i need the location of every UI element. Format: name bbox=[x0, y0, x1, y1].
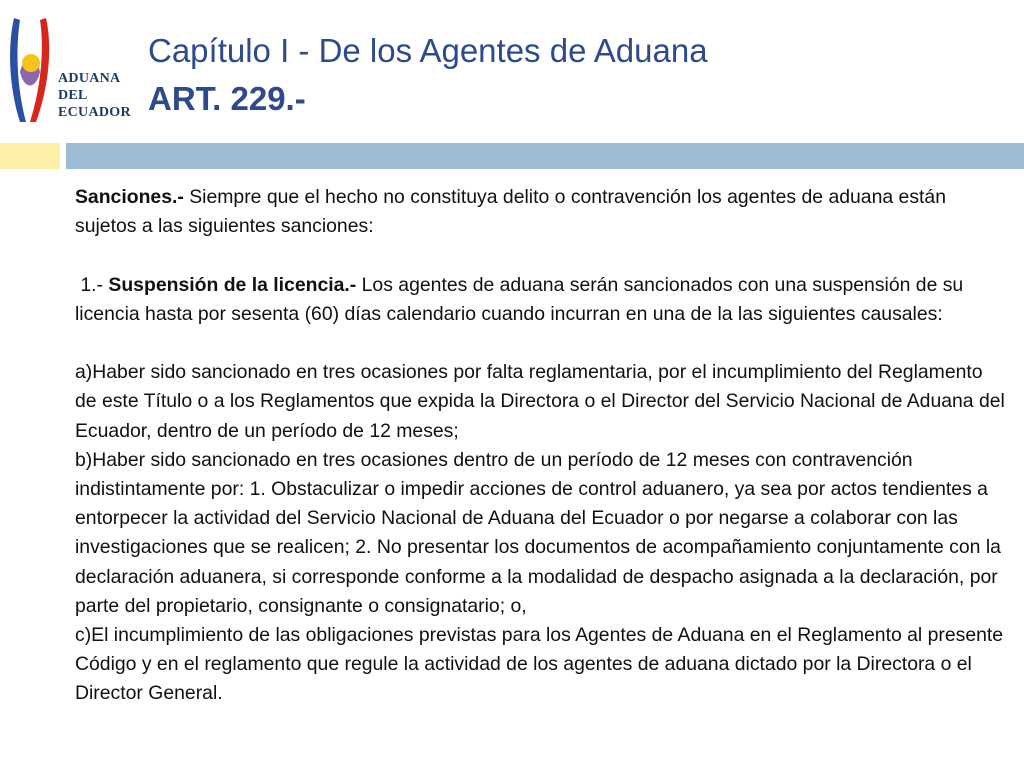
item-1-text: Los agentes de aduana serán sancionados con una suspensión de su licencia hasta por sesenta (60) días calendario cuando incurran en una de la las siguientes causales: bbox=[75, 273, 964, 325]
item-1-paragraph bbox=[75, 271, 1005, 329]
item-1-prefix: 1.- bbox=[75, 273, 109, 296]
item-c-paragraph: c)El incumplimiento de las obligaciones previstas para los Agentes de Aduana en el Reglamento al presente Código y en el reglamento que regule la actividad de los agentes de aduana dictado por la Directora o el Director General. bbox=[75, 624, 1004, 705]
paragraph-gap bbox=[75, 329, 1005, 358]
header-band-blue bbox=[66, 143, 1024, 169]
intro-label: Sanciones.- bbox=[75, 186, 184, 208]
intro-paragraph bbox=[75, 183, 1005, 241]
article-body bbox=[75, 183, 1005, 709]
logo-line-3: ECUADOR bbox=[58, 105, 131, 120]
intro-text: Siempre que el hecho no constituya delito o contravención los agentes de aduana están sujetos a las siguientes sanciones: bbox=[75, 186, 946, 238]
paragraph-gap bbox=[75, 241, 1005, 270]
aduana-logo bbox=[6, 14, 136, 128]
logo-line-1: ADUANA bbox=[58, 71, 121, 86]
page-title: Capítulo I - De los Agentes de Aduana bbox=[148, 32, 708, 69]
article-number: ART. 229.- bbox=[148, 80, 306, 117]
logo-text bbox=[58, 70, 131, 121]
aduana-logo-icon bbox=[6, 14, 56, 128]
item-a-paragraph: a)Haber sido sancionado en tres ocasiones por falta reglamentaria, por el incumplimiento del Reglamento de este Título o a los Reglamentos que expida la Directora o el Director del Servicio Nacional de Aduana del Ecuador, dentro de un período de 12 meses; bbox=[75, 361, 1005, 442]
logo-line-2: DEL bbox=[58, 88, 88, 103]
item-1-label: Suspensión de la licencia.- bbox=[108, 273, 357, 296]
item-b-paragraph: b)Haber sido sancionado en tres ocasiones dentro de un período de 12 meses con contravención indistintamente por: 1. Obstaculizar o impedir acciones de control aduanero, ya sea por actos tendientes a entorpecer la actividad del Servicio Nacional de Aduana del Ecuador o por negarse a colaborar con las investigaciones que se realicen; 2. No presentar los documentos de acompañamiento conjuntamente con la declaración aduanera, si corresponde conforme a la modalidad de despacho asignada a la declaración, por parte del propietario, consignante o consignatario; o, bbox=[75, 448, 1001, 617]
header-band-yellow bbox=[0, 143, 60, 169]
